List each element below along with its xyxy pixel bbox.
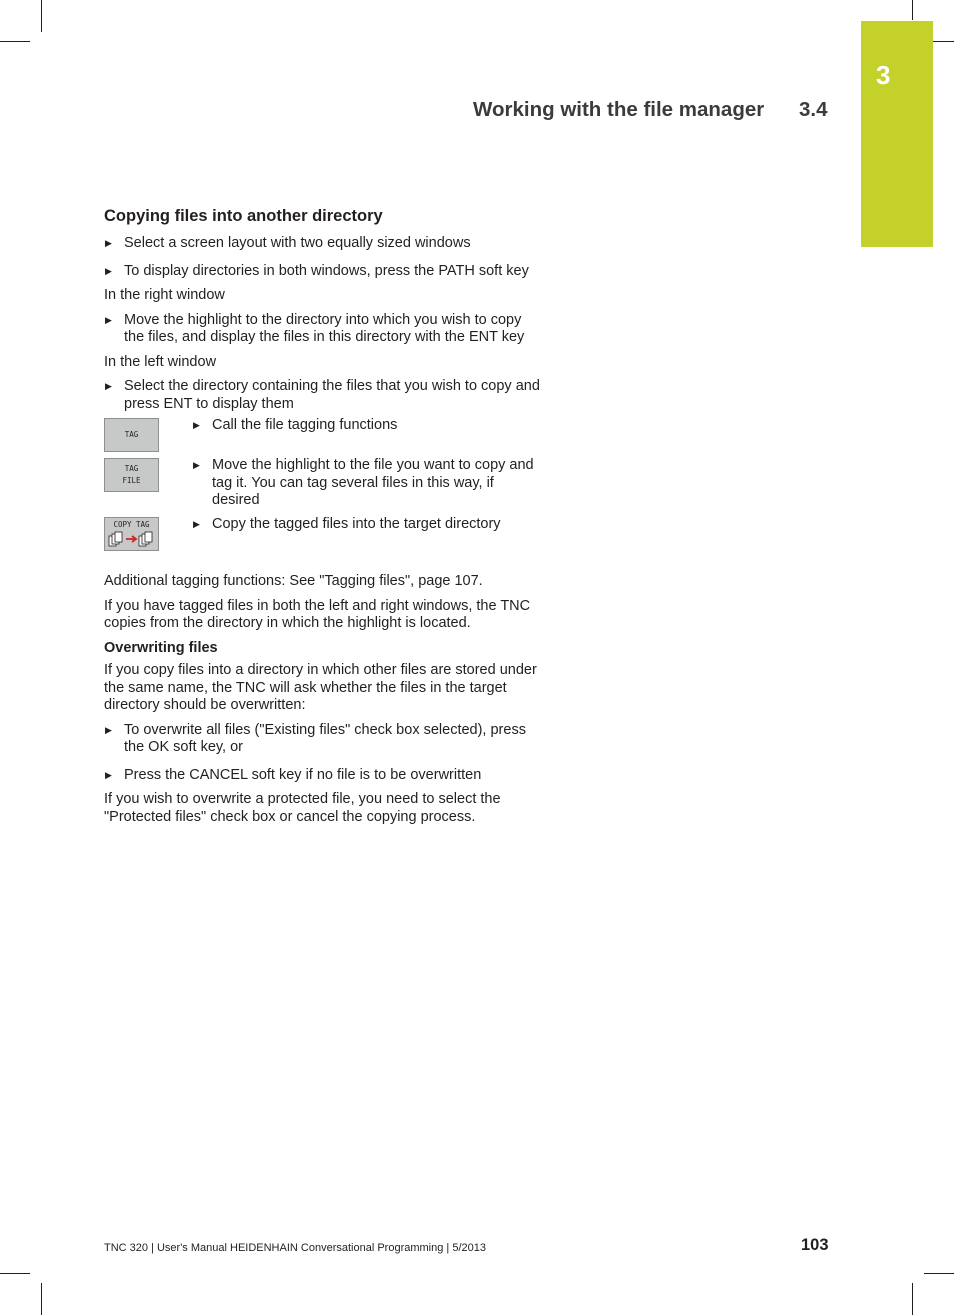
softkey-row — [104, 418, 544, 458]
softkey-label: TAG — [124, 430, 139, 439]
instruction-step — [104, 722, 544, 757]
step-text: Call the file tagging functions — [212, 417, 398, 433]
running-header-title: Working with the file manager — [473, 98, 765, 121]
instruction-step — [104, 312, 544, 347]
bullet-arrow-icon: ▶ — [105, 314, 112, 325]
footer-text: TNC 320 | User's Manual HEIDENHAIN Conversational Programming | 5/2013 — [104, 1242, 486, 1254]
bullet-arrow-icon: ▶ — [105, 238, 112, 248]
bullet-arrow-icon: ▶ — [105, 381, 112, 391]
subheading-right-window: In the right window — [104, 287, 225, 303]
subheading-left-window: In the left window — [104, 353, 217, 370]
step-text: Move the highlight to the file you want to copy and tag it. You can tag several files in this way, if desired — [212, 457, 534, 508]
instruction-step — [192, 516, 501, 534]
crop-mark — [41, 0, 42, 32]
crop-mark — [41, 1283, 42, 1315]
bullet-arrow-icon: ▶ — [105, 265, 112, 276]
instruction-step — [104, 767, 544, 785]
step-text: Select the directory containing the files that you wish to copy and press ENT to display them — [124, 378, 540, 412]
crop-mark — [0, 41, 30, 42]
bullet-arrow-icon: ▶ — [193, 460, 200, 470]
page-number: 103 — [801, 1236, 829, 1254]
softkey-row — [104, 458, 544, 517]
crop-mark — [912, 1283, 913, 1315]
step-text: Select a screen layout with two equally sized windows — [124, 235, 471, 251]
step-text: To display directories in both windows, press the PATH soft key — [124, 262, 529, 279]
step-text: To overwrite all files ("Existing files" check box selected), press the OK soft key, or — [124, 721, 526, 755]
crop-mark — [912, 0, 913, 20]
copy-files-icon — [107, 531, 157, 549]
softkey-row — [104, 517, 544, 567]
main-content — [104, 206, 544, 833]
softkey-label: FILE — [122, 476, 141, 485]
step-text: Move the highlight to the directory into which you wish to copy the files, and display the files in this directory with the ENT key — [124, 311, 525, 345]
softkey-label: TAG — [124, 464, 139, 473]
chapter-number: 3 — [876, 60, 891, 90]
section-title: Copying files into another directory — [104, 207, 383, 225]
bullet-arrow-icon: ▶ — [105, 724, 112, 735]
softkey-label: COPY TAG — [113, 520, 150, 529]
crop-mark — [924, 1273, 954, 1274]
instruction-step — [104, 378, 544, 413]
paragraph: If you wish to overwrite a protected file, you need to select the "Protected files" check box or cancel the copying process. — [104, 791, 501, 825]
instruction-step — [104, 235, 544, 253]
step-text: Copy the tagged files into the target directory — [212, 516, 501, 532]
bullet-arrow-icon: ▶ — [105, 769, 112, 780]
paragraph: Additional tagging functions: See "Tagging files", page 107. — [104, 573, 483, 589]
bullet-arrow-icon: ▶ — [193, 420, 200, 430]
paragraph: If you copy files into a directory in which other files are stored under the same name, the TNC will ask whether the files in the target directory should be overwritten: — [104, 662, 537, 713]
tag-softkey-icon — [104, 418, 159, 452]
instruction-step — [104, 263, 544, 281]
instruction-step — [192, 417, 397, 435]
copy-tag-softkey-icon — [104, 517, 159, 551]
subsection-title: Overwriting files — [104, 639, 218, 656]
bullet-arrow-icon: ▶ — [193, 519, 200, 529]
running-header-section: 3.4 — [799, 98, 828, 121]
paragraph: If you have tagged files in both the left and right windows, the TNC copies from the directory in which the highlight is located. — [104, 597, 531, 631]
step-text: Press the CANCEL soft key if no file is to be overwritten — [124, 766, 482, 783]
chapter-tab — [861, 21, 933, 247]
crop-mark — [0, 1273, 30, 1274]
tag-file-softkey-icon — [104, 458, 159, 492]
instruction-step — [192, 457, 544, 510]
